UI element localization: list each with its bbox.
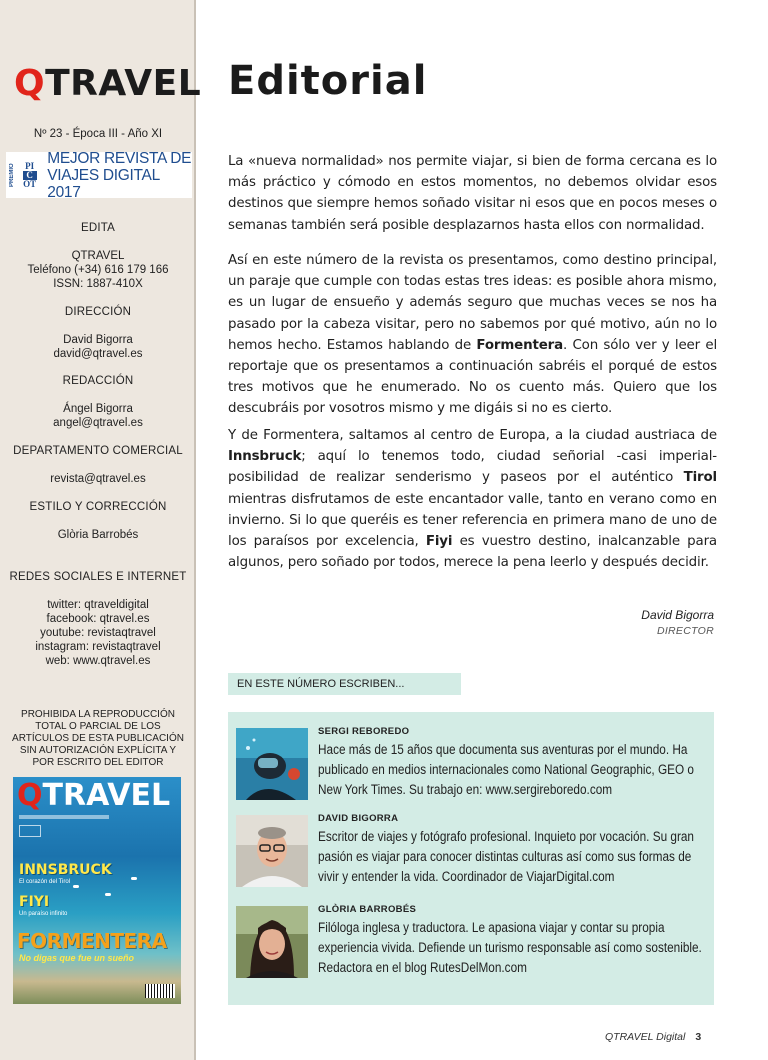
award-logo <box>18 156 41 194</box>
award-logo-bottom: OT <box>23 178 37 189</box>
highlight-formentera: Formentera <box>476 337 564 353</box>
edita-heading: EDITA <box>80 222 115 234</box>
notice-line: POR ESCRITO DEL EDITOR <box>32 757 164 768</box>
writer-bio: Escritor de viajes y fotógrafo profesional. Inquieto por vocación. Su gran pasión es viajar para conocer distintas culturas así como sus formas de vivir y entender la vida. Coordinador de ViajarDigital.com <box>318 829 694 884</box>
notice-line: SIN AUTORIZACIÓN EXPLÍCITA Y <box>19 745 177 756</box>
editor-name: Ángel Bigorra <box>63 403 133 415</box>
boat <box>73 885 79 888</box>
writers-panel <box>228 712 714 1005</box>
cover-issue-badge <box>19 825 41 837</box>
page-footer <box>605 1031 701 1043</box>
publisher-name: QTRAVEL <box>71 250 125 262</box>
copyeditor-name: Glòria Barrobés <box>57 529 139 541</box>
writer-photo <box>236 815 308 887</box>
writer-name: SERGI REBOREDO <box>318 726 410 737</box>
redes-details <box>0 598 196 668</box>
page-number: 3 <box>695 1031 702 1043</box>
edita-section <box>0 221 196 235</box>
award-badge <box>6 149 192 201</box>
director-email[interactable]: david@qtravel.es <box>53 348 143 360</box>
barcode-icon <box>145 984 175 998</box>
paragraph-2-text: Así en este número de la revista os presentamos, como destino principal, un paraje que cumple con todas estas tres ideas: es posible ahora mismo, es un lugar de ensueño y además seguro que muchas veces se nos ha pasado por la cabeza visitar, pero no sabemos por qué motivo, aún no lo hemos hecho. Estamos hablando de <box>228 253 717 353</box>
logo-text: TRAVEL <box>45 63 202 104</box>
logo-q: Q <box>14 63 46 104</box>
direccion-details <box>0 333 196 361</box>
copyright-notice <box>0 709 196 769</box>
cover-subtitle-bar <box>19 815 109 819</box>
award-line-2: VIAJES DIGITAL 2017 <box>47 166 160 201</box>
writer-info <box>318 813 708 887</box>
award-line-1: MEJOR REVISTA DE <box>47 149 192 167</box>
redes-heading: REDES SOCIALES E INTERNET <box>9 571 187 583</box>
issue-number: Nº 23 - Época III - Año XI <box>33 128 163 140</box>
cover-logo-q: Q <box>17 778 43 813</box>
editor-email[interactable]: angel@qtravel.es <box>53 417 143 429</box>
qtravel-logo <box>14 63 202 104</box>
paragraph-3-text: ; aquí lo tenemos todo, ciudad señorial -casi imperial- posibilidad de realizar senderismo y paseos por el auténtico <box>228 449 717 486</box>
cover-headline-innsbruck: INNSBRUCK <box>19 862 112 878</box>
page-title: Editorial <box>228 58 428 104</box>
cover-logo <box>17 778 171 813</box>
boat <box>105 893 111 896</box>
estilo-heading: ESTILO Y CORRECCIÓN <box>29 501 167 513</box>
paragraph-3-text: Y de Formentera, saltamos al centro de Europa, a la ciudad austriaca de <box>228 428 717 443</box>
writers-heading: EN ESTE NÚMERO ESCRIBEN... <box>228 673 461 695</box>
paragraph-3-text: es vuestro destino, inalcanzable para algunos, pero soñado por todos, merece la pena leerlo y después decidir. <box>228 534 717 571</box>
writer-photo <box>236 906 308 978</box>
boat <box>131 877 137 880</box>
award-logo-mid: C <box>23 171 37 180</box>
edita-details <box>0 249 196 291</box>
writer-info <box>318 726 708 800</box>
highlight-innsbruck: Innsbruck <box>228 449 302 465</box>
cover-tagline: No digas que fue un sueño <box>19 953 135 963</box>
sidebar <box>0 0 202 1060</box>
paragraph-3-text: mientras disfrutamos de este encantador valle, tanto en verano como en invierno. Si lo que queréis es tener referencia en primera mano de uno de los paraísos por excelencia, <box>228 491 717 550</box>
publisher-phone: Teléfono (+34) 616 179 166 <box>27 264 169 276</box>
paragraph-2 <box>228 250 717 420</box>
writer-bio: Hace más de 15 años que documenta sus aventuras por el mundo. Ha publicado en medios internacionales como National Geographic, GEO o New York Times. Su trabajo en: www.sergireboredo.com <box>318 742 694 797</box>
director-name: David Bigorra <box>63 334 133 346</box>
redes-section <box>0 570 196 584</box>
writer-bio: Filóloga inglesa y traductora. Le apasiona viajar y contar su propia experiencia vivida. Defiende un turismo responsable así como sostenible. Redactora en el blog RutesDelMon.com <box>318 920 702 975</box>
award-logo-top: PI <box>25 160 35 171</box>
cover-logo-text: TRAVEL <box>42 778 171 813</box>
facebook-link[interactable]: facebook: qtravel.es <box>46 613 150 625</box>
paragraph-2-text: . Con sólo ver y leer el reportaje que os presentamos a continuación sabréis el porqué de estos tres motivos que he enumerado. No os cuento más. Quiero que los descubráis por vosotros mismo y me digáis si no es cierto. <box>228 337 718 417</box>
paragraph-3 <box>228 425 717 573</box>
estilo-section <box>0 500 196 514</box>
writer-photo <box>236 728 308 800</box>
youtube-link[interactable]: youtube: revistaqtravel <box>40 627 156 639</box>
web-link[interactable]: web: www.qtravel.es <box>45 655 151 667</box>
paragraph-1: La «nueva normalidad» nos permite viajar, si bien de forma cercana es lo más práctico y cómodo en estos momentos, no debemos olvidar esos destinos que siempre hemos soñado visitar ni esos que en pocos meses o semanas también será posible desplazarnos hasta ellos con normalidad. <box>228 154 717 233</box>
award-label: PREMIO <box>9 163 15 187</box>
comercial-email[interactable]: revista@qtravel.es <box>50 473 146 485</box>
estilo-details <box>0 528 196 542</box>
cover-caption-fiyi: Un paraíso infinito <box>19 911 68 917</box>
cover-headline-fiyi: FIYI <box>19 894 50 910</box>
cover-headline-formentera: FORMENTERA <box>17 929 167 953</box>
comercial-section <box>0 444 196 458</box>
instagram-link[interactable]: instagram: revistaqtravel <box>35 641 161 653</box>
writer-name: DAVID BIGORRA <box>318 813 399 824</box>
signature <box>641 608 714 637</box>
signature-role: DIRECTOR <box>656 625 714 637</box>
twitter-link[interactable]: twitter: qtraveldigital <box>47 599 149 611</box>
direccion-heading: DIRECCIÓN <box>64 306 132 318</box>
highlight-tirol: Tirol <box>683 470 717 486</box>
redaccion-section <box>0 374 196 388</box>
publisher-issn: ISSN: 1887-410X <box>53 278 143 290</box>
award-text <box>47 150 192 201</box>
comercial-details <box>0 472 196 486</box>
redaccion-details <box>0 402 196 430</box>
notice-line: TOTAL O PARCIAL DE LOS <box>35 721 161 732</box>
highlight-fiyi: Fiyi <box>425 534 453 550</box>
magazine-cover[interactable] <box>13 777 181 1004</box>
writer-name: GLÒRIA BARROBÉS <box>318 904 417 915</box>
notice-line: ARTÍCULOS DE ESTA PUBLICACIÓN <box>12 733 184 744</box>
comercial-heading: DEPARTAMENTO COMERCIAL <box>13 445 183 457</box>
direccion-section <box>0 305 196 319</box>
signature-name: David Bigorra <box>641 608 714 622</box>
redaccion-heading: REDACCIÓN <box>62 375 134 387</box>
footer-magazine-name: QTRAVEL Digital <box>605 1031 686 1043</box>
cover-caption-innsbruck: El corazón del Tirol <box>19 879 71 885</box>
notice-line: PROHIBIDA LA REPRODUCCIÓN <box>21 709 175 720</box>
writer-info <box>318 904 708 978</box>
